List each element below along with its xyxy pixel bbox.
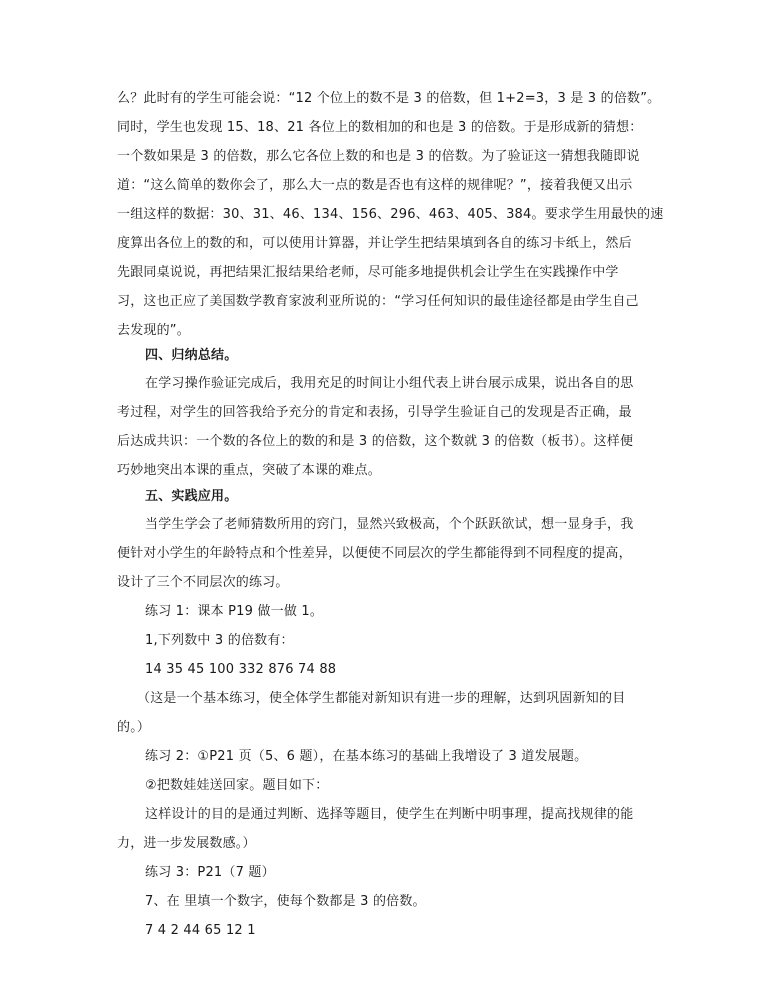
exercise-line: ②把数娃娃送回家。题目如下：	[145, 778, 329, 793]
paragraph-line: 同时，学生也发现 15、18、21 各位上的数相加的和也是 3 的倍数。于是形成新的猜想：	[117, 120, 643, 135]
paragraph-line: 的。）	[117, 720, 151, 735]
paragraph-line: 先跟同桌说说，再把结果汇报结果给老师，尽可能多地提供机会让学生在实践操作中学	[117, 265, 619, 280]
paragraph-line: 后达成共识：一个数的各位上的数的和是 3 的倍数，这个数就 3 的倍数（板书）。这样便	[117, 434, 634, 449]
paragraph-line: 这样设计的目的是通过判断、选择等题目，使学生在判断中明事理，提高找规律的能	[145, 807, 634, 822]
paragraph-line: 在学习操作验证完成后，我用充足的时间让小组代表上讲台展示成果，说出各自的思	[145, 376, 634, 391]
paragraph-line: 习，这也正应了美国数学教育家波利亚所说的：“学习任何知识的最佳途径都是由学生自己	[117, 294, 639, 309]
paragraph-line: 度算出各位上的数的和，可以使用计算器，并让学生把结果填到各自的练习卡纸上，然后	[117, 236, 632, 251]
paragraph-line: 道：“这么简单的数你会了，那么大一点的数是否也有这样的规律呢？”，接着我便又出示	[117, 178, 633, 193]
paragraph-line: （这是一个基本练习，使全体学生都能对新知识有进一步的理解，达到巩固新知的目	[137, 691, 626, 706]
exercise-line: 7、在 里填一个数字，使每个数都是 3 的倍数。	[145, 894, 426, 909]
paragraph-line: 设计了三个不同层次的练习。	[117, 575, 289, 590]
exercise-line: 练习 1：课本 P19 做一做 1。	[145, 604, 324, 619]
section-heading: 四、归纳总结。	[145, 348, 238, 363]
exercise-numbers: 14 35 45 100 332 876 74 88	[145, 662, 337, 677]
paragraph-line: 当学生学会了老师猜数所用的窍门，显然兴致极高，个个跃跃欲试，想一显身手，我	[145, 517, 634, 532]
paragraph-line: 便针对小学生的年龄特点和个性差异，以便使不同层次的学生都能得到不同程度的提高，	[117, 546, 632, 561]
exercise-line: 1,下列数中 3 的倍数有：	[145, 633, 294, 648]
exercise-line: 练习 2：①P21 页（5、6 题），在基本练习的基础上我增设了 3 道发展题。	[145, 749, 588, 764]
exercise-numbers: 7 4 2 44 65 12 1	[145, 923, 256, 938]
paragraph-line: 巧妙地突出本课的重点，突破了本课的难点。	[117, 463, 382, 478]
exercise-line: 练习 3：P21（7 题）	[145, 865, 275, 880]
paragraph-line: 考过程，对学生的回答我给予充分的肯定和表扬，引导学生验证自己的发现是否正确，最	[117, 405, 632, 420]
paragraph-line: 一个数如果是 3 的倍数，那么它各位上数的和也是 3 的倍数。为了验证这一猜想我随即说	[117, 149, 640, 164]
paragraph-line: 力，进一步发展数感。）	[117, 836, 256, 851]
paragraph-line: 么？此时有的学生可能会说：“12 个位上的数不是 3 的倍数，但 1+2=3，3 是 3 的倍数”。	[117, 91, 661, 106]
section-heading: 五、实践应用。	[145, 489, 238, 504]
paragraph-line: 去发现的”。	[117, 323, 190, 338]
paragraph-line: 一组这样的数据：30、31、46、134、156、296、463、405、384。要求学生用最快的速	[117, 207, 664, 222]
